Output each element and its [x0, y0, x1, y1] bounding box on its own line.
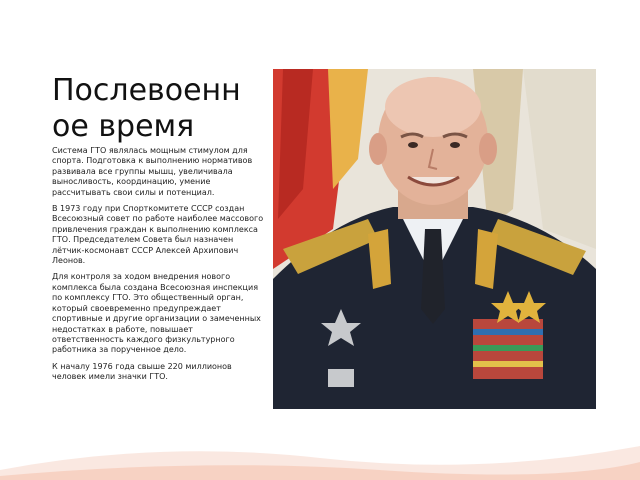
slide-title: Послевоенное время	[52, 73, 241, 144]
paragraph-3: Для контроля за ходом внедрения нового комплекса была создана Всесоюзная инспекция по комплексу ГТО. Это общественный орган, который своевременно предупреждает спортивные и другие организации о замеченных недостатках в работе, повышает ответственность каждого физкультурного работника за порученное дело.	[52, 272, 261, 355]
slide-body	[52, 146, 266, 389]
paragraph-1: Система ГТО являлась мощным стимулом для спорта. Подготовка к выполнению нормативов развивала все группы мышц, увеличивала выносливость, координацию, умение рассчитывать свои силы и потенциал.	[52, 146, 253, 197]
portrait-photo	[273, 69, 596, 409]
paragraph-2: В 1973 году при Спорткомитете СССР создан Всесоюзный совет по работе наиболее массового привлечения граждан к выполнению комплекса ГТО. Председателем Совета был назначен лётчик-космонавт СССР Алексей Архипович Леонов.	[52, 204, 264, 266]
paragraph-4: К началу 1976 года свыше 220 миллионов человек имели значки ГТО.	[52, 361, 232, 382]
decorative-wave	[0, 400, 640, 480]
